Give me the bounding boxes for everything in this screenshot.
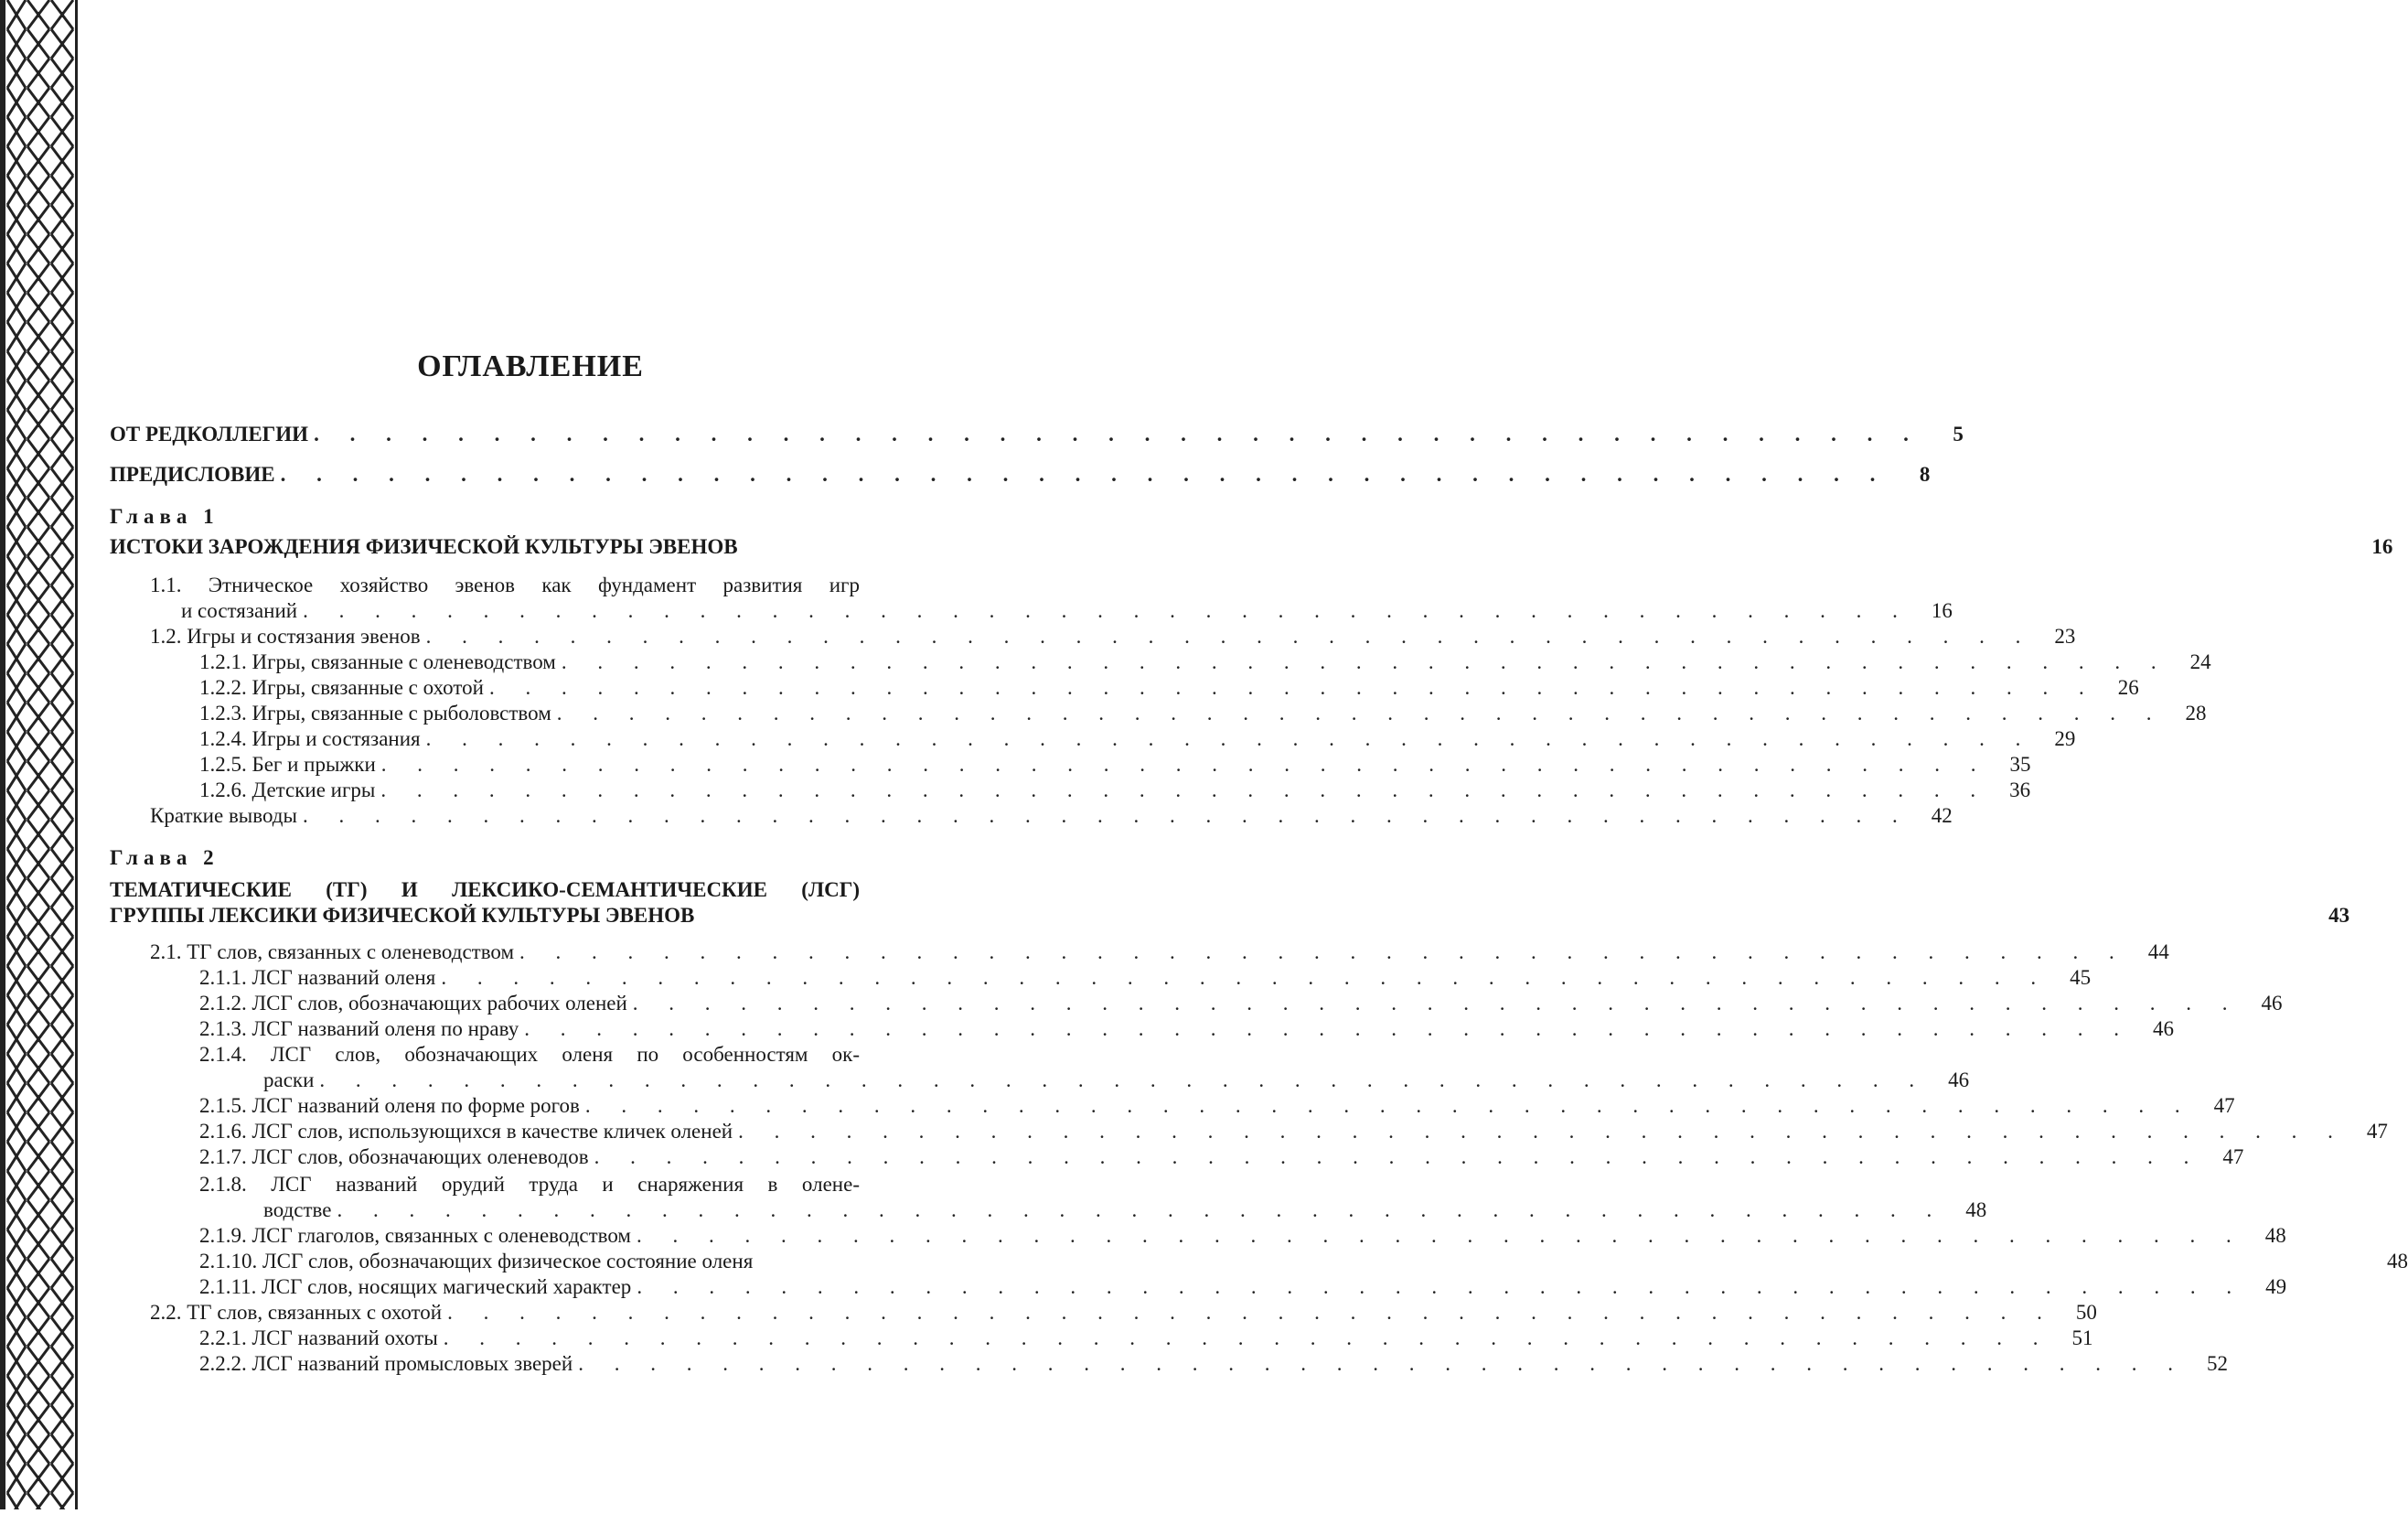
dot-leader: . . . . . . . . . . . . . . . . . . . . . . . . . . . . . . . . . . . . . . . . . . . . . [561, 650, 2169, 673]
dot-leader: . . . . . . . . . . . . . . . . . . . . . . . . . . . . . . . . . . . . . . . . . . . . . [425, 727, 2034, 750]
toc-entry-2-1-4-line2[interactable] [263, 1068, 1970, 1093]
dot-leader: . . . . . . . . . . . . . . . . . . . . . . . . . . . . . . . . . . . . . . . . . . . . . [302, 804, 1910, 827]
dot-leader: . . . . . . . . . . . . . . . . . . . . . . . . . . . . . . . . . . . . . . . . . . . . . [319, 1068, 1928, 1091]
dot-leader: . . . . . . . . . . . . . . . . . . . . . . . . . . . . . . . . . . . . . . . . . . . . . [380, 778, 1989, 801]
toc-entry-2-1-8-line2[interactable] [263, 1197, 1987, 1223]
toc-entry-2-2-2[interactable] [199, 1351, 2228, 1377]
dot-leader: . . . . . . . . . . . . . . . . . . . . . . . . . . . . . . . . . . . . . . . . . . . . . [380, 753, 1989, 776]
toc-entry-text: 2.2. ТГ слов, связанных с охотой [150, 1301, 443, 1324]
toc-page-number: 52 [2206, 1352, 2228, 1375]
dot-leader: . . . . . . . . . . . . . . . . . . . . . . . . . . . . . . . . . . . . . . . . . . . . . [584, 1094, 2193, 1117]
toc-entry-text: 1.2. Игры и состязания эвенов [150, 625, 421, 648]
toc-entry-2-1-8-line1[interactable] [199, 1172, 860, 1197]
toc-chapter-2-title-line2[interactable] [110, 903, 2350, 929]
toc-page-number: 45 [2070, 966, 2092, 989]
toc-entry-text: 1.1. Этническое хозяйство эвенов как фундамент развития игр [150, 574, 860, 596]
toc-entry-text: 2.1.4. ЛСГ слов, обозначающих оленя по особенностям ок- [199, 1043, 860, 1066]
toc-entry-text: 1.2.5. Бег и прыжки [199, 753, 376, 776]
toc-page-number: 16 [2371, 535, 2393, 558]
toc-entry-2-1[interactable] [150, 940, 2169, 965]
toc-page-number: 28 [2185, 702, 2207, 725]
toc-entry-text: 2.1.1. ЛСГ названий оленя [199, 966, 436, 989]
toc-entry-text: и состязаний [181, 599, 298, 622]
dot-leader: . . . . . . . . . . . . . . . . . . . . . . . . . . . . . . . . . . . . . . . . . . . . . [578, 1352, 2186, 1375]
toc-entry-text: ПРЕДИСЛОВИЕ [110, 463, 275, 486]
toc-entry-2-1-2[interactable] [199, 991, 2283, 1016]
toc-entry-1-1-line2[interactable] [181, 598, 1953, 624]
toc-entry-text: Краткие выводы [150, 804, 297, 827]
toc-entry-text: 2.1.3. ЛСГ названий оленя по нраву [199, 1017, 519, 1040]
toc-entry-text: 2.1.7. ЛСГ слов, обозначающих оленеводов [199, 1145, 589, 1168]
toc-page-number: 48 [2387, 1250, 2408, 1272]
toc-page-number: 50 [2075, 1301, 2097, 1324]
toc-entry-1-1-line1[interactable] [150, 573, 860, 598]
toc-entry-text: 2.1.6. ЛСГ слов, использующихся в качестве кличек оленей [199, 1120, 733, 1143]
toc-entry-2-2[interactable] [150, 1300, 2097, 1326]
toc-entry-text: 2.1.10. ЛСГ слов, обозначающих физическое состояние оленя [199, 1250, 754, 1272]
dot-leader: . . . . . . . . . . . . . . . . . . . . . . . . . . . . . . . . . . . . . . . . . . . . . [632, 992, 2241, 1015]
toc-page-number: 26 [2117, 676, 2139, 699]
toc-entry-text: 2.1.9. ЛСГ глаголов, связанных с оленеводством [199, 1224, 631, 1247]
dot-leader: . . . . . . . . . . . . . . . . . . . . . . . . . . . . . . . . . . . . . . . . . . . . . [280, 463, 1889, 486]
toc-entry-1-2-1[interactable] [199, 650, 2211, 675]
toc-entry-text: 1.2.6. Детские игры [199, 778, 376, 801]
toc-entry-2-1-9[interactable] [199, 1223, 2286, 1249]
toc-entry-text: водстве [263, 1198, 332, 1221]
toc-entry-1-2-6[interactable] [199, 778, 2031, 803]
toc-page-number: 5 [1953, 423, 1964, 446]
toc-entry-text: 1.2.3. Игры, связанные с рыболовством [199, 702, 551, 725]
toc-entry-text: 2.2.2. ЛСГ названий промысловых зверей [199, 1352, 573, 1375]
toc-page-number: 29 [2054, 727, 2076, 750]
toc-entry-1-2-4[interactable] [199, 726, 2076, 752]
toc-page-number: 42 [1931, 804, 1953, 827]
toc-page-number: 36 [2009, 778, 2031, 801]
toc-entry-2-1-7[interactable] [199, 1144, 2244, 1170]
toc-entry-2-1-5[interactable] [199, 1093, 2235, 1119]
toc-entry-text: ИСТОКИ ЗАРОЖДЕНИЯ ФИЗИЧЕСКОЙ КУЛЬТУРЫ ЭВЕНОВ [110, 535, 738, 558]
toc-entry-2-1-1[interactable] [199, 965, 2092, 991]
toc-entry-text: 2.2.1. ЛСГ названий охоты [199, 1326, 438, 1349]
toc-entry-summary[interactable] [150, 803, 1953, 829]
page-title: ОГЛАВЛЕНИЕ [417, 349, 644, 383]
toc-page-number: 8 [1919, 463, 1931, 486]
toc-chapter-1-title[interactable] [110, 534, 2393, 560]
dot-leader: . . . . . . . . . . . . . . . . . . . . . . . . . . . . . . . . . . . . . . . . . . . . . [488, 676, 2097, 699]
dot-leader: . . . . . . . . . . . . . . . . . . . . . . . . . . . . . . . . . . . . . . . . . . . . . [337, 1198, 1945, 1221]
toc-entry-text: 2.1. ТГ слов, связанных с оленеводством [150, 940, 515, 963]
toc-entry-text: ГРУППЫ ЛЕКСИКИ ФИЗИЧЕСКОЙ КУЛЬТУРЫ ЭВЕНОВ [110, 904, 695, 927]
dot-leader: . . . . . . . . . . . . . . . . . . . . . . . . . . . . . . . . . . . . . . . . . . . . . [519, 940, 2127, 963]
toc-entry-text: 2.1.5. ЛСГ названий оленя по форме рогов [199, 1094, 580, 1117]
toc-page-number: 48 [1965, 1198, 1987, 1221]
toc-page-number: 47 [2366, 1120, 2388, 1143]
toc-page-number: 47 [2222, 1145, 2244, 1168]
toc-entry-1-2-5[interactable] [199, 752, 2031, 778]
dot-leader: . . . . . . . . . . . . . . . . . . . . . . . . . . . . . . . . . . . . . . . . . . . . . [594, 1145, 2202, 1168]
toc-entry-text: 2.1.2. ЛСГ слов, обозначающих рабочих оленей [199, 992, 627, 1015]
toc-entry-2-1-10[interactable] [199, 1249, 2408, 1274]
toc-entry-text: ТЕМАТИЧЕСКИЕ (ТГ) И ЛЕКСИКО-СЕМАНТИЧЕСКИЕ (ЛСГ) [110, 878, 860, 901]
toc-page-number: 49 [2265, 1275, 2287, 1298]
dot-leader: . . . . . . . . . . . . . . . . . . . . . . . . . . . . . . . . . . . . . . . . . . . . . [303, 599, 1910, 622]
toc-page-number: 51 [2071, 1326, 2093, 1349]
toc-page-number: 47 [2213, 1094, 2235, 1117]
toc-entry-2-2-1[interactable] [199, 1326, 2093, 1351]
dot-leader: . . . . . . . . . . . . . . . . . . . . . . . . . . . . . . . . . . . . . . . . . . . . . [637, 1275, 2245, 1298]
dot-leader: . . . . . . . . . . . . . . . . . . . . . . . . . . . . . . . . . . . . . . . . . . . . . [636, 1224, 2244, 1247]
toc-entry-1-2[interactable] [150, 624, 2076, 650]
toc-entry-preface[interactable] [110, 462, 1931, 488]
toc-entry-2-1-6[interactable] [199, 1119, 2388, 1144]
toc-entry-2-1-3[interactable] [199, 1016, 2174, 1042]
toc-entry-1-2-2[interactable] [199, 675, 2139, 701]
toc-entry-text: 2.1.11. ЛСГ слов, носящих магический характер [199, 1275, 632, 1298]
dot-leader: . . . . . . . . . . . . . . . . . . . . . . . . . . . . . . . . . . . . . . . . . . . . . [441, 966, 2049, 989]
toc-page-number: 46 [1948, 1068, 1970, 1091]
toc-page-number: 24 [2189, 650, 2211, 673]
toc-page-number: 46 [2152, 1017, 2174, 1040]
dot-leader: . . . . . . . . . . . . . . . . . . . . . . . . . . . . . . . . . . . . . . . . . . . . . [443, 1326, 2051, 1349]
toc-entry-2-1-11[interactable] [199, 1274, 2287, 1300]
toc-page-number: 43 [2328, 904, 2350, 927]
chapter-label-2: Глава 2 [110, 846, 219, 869]
toc-page-number: 46 [2261, 992, 2283, 1015]
toc-page-number: 23 [2054, 625, 2076, 648]
toc-page-number: 44 [2147, 940, 2169, 963]
dot-leader: . . . . . . . . . . . . . . . . . . . . . . . . . . . . . . . . . . . . . . . . . . . . . [447, 1301, 2055, 1324]
toc-entry-editorial[interactable] [110, 422, 1964, 447]
toc-entry-text: ОТ РЕДКОЛЛЕГИИ [110, 423, 309, 446]
toc-entry-text: раски [263, 1068, 315, 1091]
toc-page-number: 48 [2264, 1224, 2286, 1247]
toc-page-number: 35 [2009, 753, 2031, 776]
toc-entry-1-2-3[interactable] [199, 701, 2207, 726]
dot-leader: . . . . . . . . . . . . . . . . . . . . . . . . . . . . . . . . . . . . . . . . . . . . . [556, 702, 2165, 725]
toc-entry-2-1-4-line1[interactable] [199, 1042, 860, 1068]
toc-page-number: 16 [1931, 599, 1953, 622]
dot-leader: . . . . . . . . . . . . . . . . . . . . . . . . . . . . . . . . . . . . . . . . . . . . . [524, 1017, 2132, 1040]
toc-chapter-2-title-line1[interactable] [110, 877, 860, 903]
dot-leader: . . . . . . . . . . . . . . . . . . . . . . . . . . . . . . . . . . . . . . . . . . . . . [738, 1120, 2346, 1143]
toc-entry-text: 2.1.8. ЛСГ названий орудий труда и снаряжения в олене- [199, 1173, 860, 1196]
toc-entry-text: 1.2.1. Игры, связанные с оленеводством [199, 650, 556, 673]
dot-leader: . . . . . . . . . . . . . . . . . . . . . . . . . . . . . . . . . . . . . . . . . . . . . [314, 423, 1921, 446]
chapter-label-1: Глава 1 [110, 505, 219, 528]
toc-entry-text: 1.2.2. Игры, связанные с охотой [199, 676, 484, 699]
toc-entry-text: 1.2.4. Игры и состязания [199, 727, 421, 750]
dot-leader: . . . . . . . . . . . . . . . . . . . . . . . . . . . . . . . . . . . . . . . . . . . . . [425, 625, 2034, 648]
